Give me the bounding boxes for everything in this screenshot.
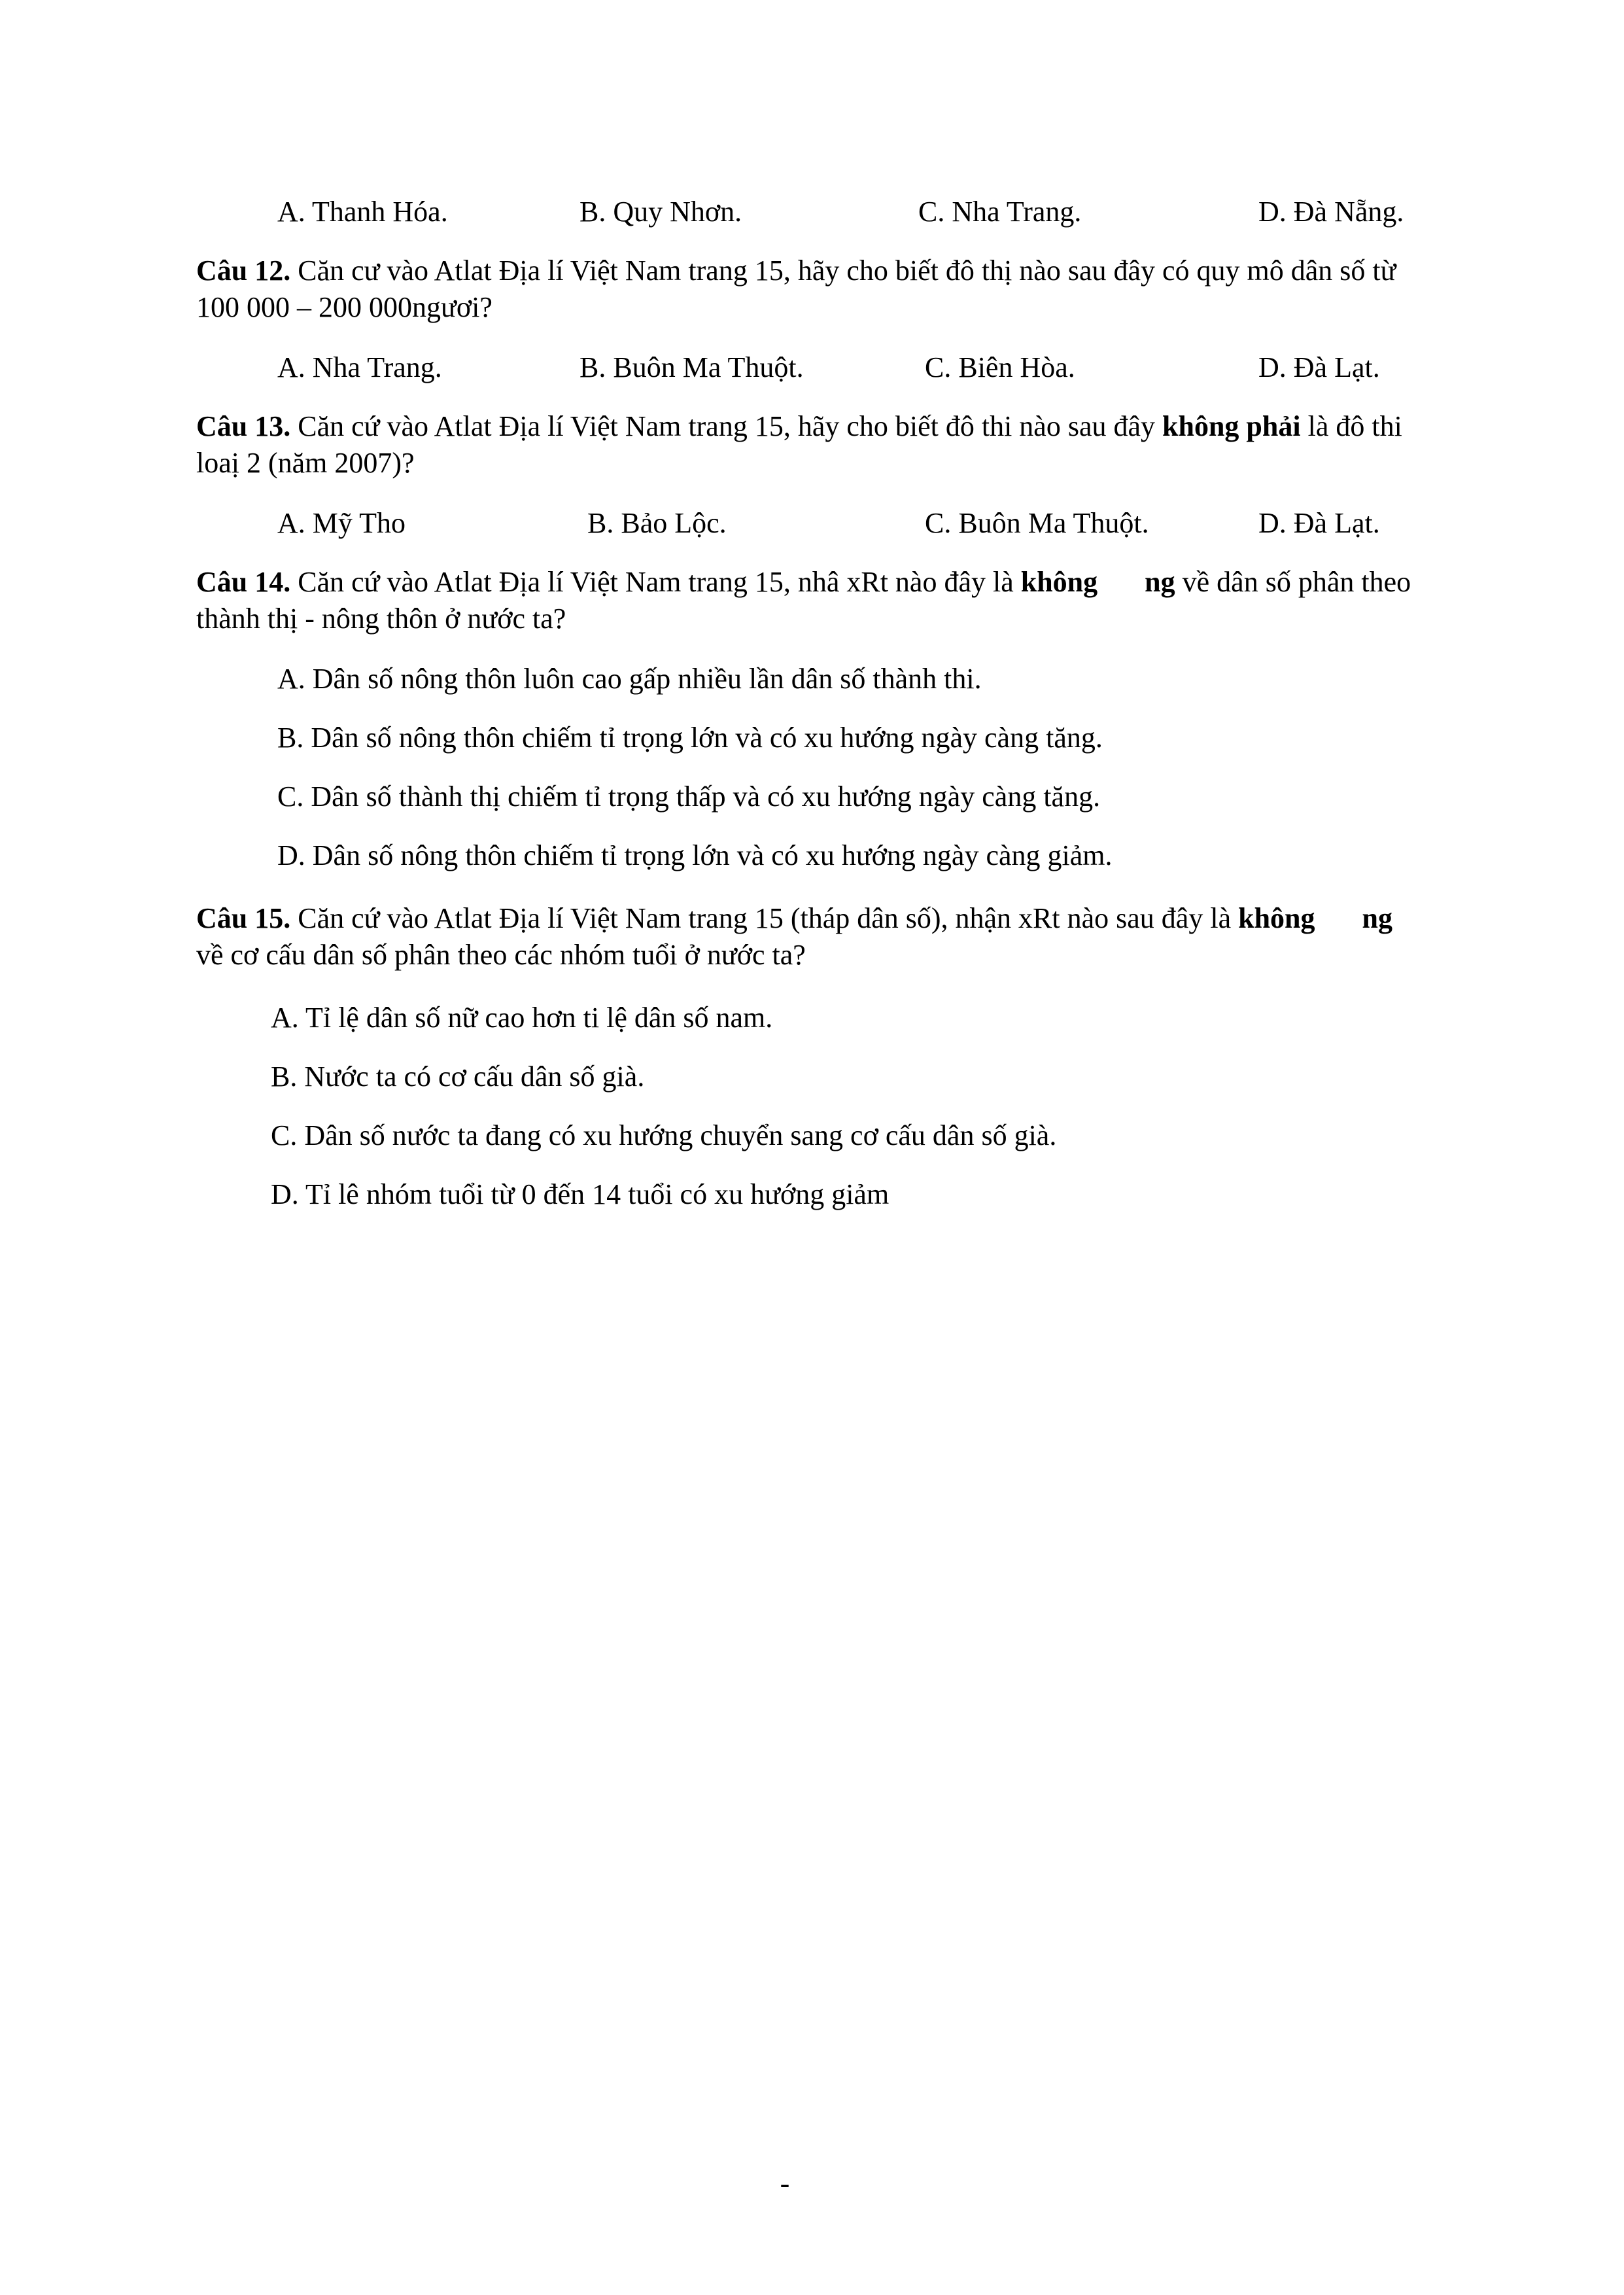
q15-stem bbox=[196, 900, 1413, 973]
q15-option-c: C. Dân số nước ta đang có xu hướng chuyển sang cơ cấu dân số già. bbox=[271, 1119, 1057, 1151]
q15-label: Câu 15. bbox=[196, 902, 291, 934]
q12-stem bbox=[196, 253, 1426, 326]
q13-label: Câu 13. bbox=[196, 410, 291, 442]
q13-stem bbox=[196, 408, 1426, 482]
q14-stem bbox=[196, 564, 1426, 637]
q13-bold-phrase: không phải bbox=[1162, 410, 1301, 442]
q11-option-d: D. Đà Nẵng. bbox=[1258, 196, 1404, 228]
q14-text-before: Căn cứ vào Atlat Địa lí Việt Nam trang 15, nhâ xRt nào đây là bbox=[290, 566, 1021, 598]
q12-option-c: C. Biên Hòa. bbox=[925, 351, 1075, 383]
q12-option-b: B. Buôn Ma Thuột. bbox=[579, 351, 804, 383]
q12-option-a: A. Nha Trang. bbox=[277, 351, 442, 383]
q15-option-b: B. Nước ta có cơ cấu dân số già. bbox=[271, 1060, 645, 1093]
q15-bold-1: không bbox=[1238, 902, 1315, 934]
q14-option-b: B. Dân số nông thôn chiếm tỉ trọng lớn và có xu hướng ngày càng tăng. bbox=[277, 722, 1103, 754]
q14-option-a: A. Dân số nông thôn luôn cao gấp nhiều lần dân số thành thi. bbox=[277, 663, 982, 695]
q12-label: Câu 12. bbox=[196, 254, 291, 287]
q14-bold-1: không bbox=[1020, 566, 1098, 598]
q13-text-after: là đô thi loaị 2 (năm 2007)? bbox=[196, 410, 1402, 479]
q11-option-c: C. Nha Trang. bbox=[918, 196, 1082, 228]
q11-option-b: B. Quy Nhơn. bbox=[579, 196, 742, 228]
q13-option-a: A. Mỹ Tho bbox=[277, 507, 406, 539]
q14-text-after: về dân số phân theo thành thị - nông thôn ở nước ta? bbox=[196, 566, 1411, 635]
q13-option-b: B. Bảo Lộc. bbox=[587, 507, 727, 539]
q12-text: Căn cư vào Atlat Địa lí Việt Nam trang 15, hãy cho biết đô thị nào sau đây có quy mô dân số từ 100 000 – 200 000ngươi? bbox=[196, 254, 1396, 323]
q13-option-c: C. Buôn Ma Thuột. bbox=[925, 507, 1149, 539]
page-marker: - bbox=[780, 2167, 790, 2199]
q14-bold-2: ng bbox=[1145, 566, 1175, 598]
q13-text-before: Căn cứ vào Atlat Địa lí Việt Nam trang 15, hãy cho biết đô thi nào sau đây bbox=[290, 410, 1163, 442]
q15-text-after: về cơ cấu dân số phân theo các nhóm tuổi ở nước ta? bbox=[196, 939, 806, 971]
q12-option-d: D. Đà Lạt. bbox=[1258, 351, 1380, 383]
q15-option-d: D. Tỉ lê nhóm tuổi từ 0 đến 14 tuổi có xu hướng giảm bbox=[271, 1178, 890, 1210]
q15-text-before: Căn cứ vào Atlat Địa lí Việt Nam trang 15 (tháp dân số), nhận xRt nào sau đây là bbox=[290, 902, 1239, 934]
q11-option-a: A. Thanh Hóa. bbox=[277, 196, 448, 228]
q15-bold-2: ng bbox=[1362, 902, 1392, 934]
q14-option-c: C. Dân số thành thị chiếm tỉ trọng thấp và có xu hướng ngày càng tăng. bbox=[277, 780, 1101, 813]
q13-option-d: D. Đà Lạt. bbox=[1258, 507, 1380, 539]
q15-option-a: A. Tỉ lệ dân số nữ cao hơn ti lệ dân số nam. bbox=[271, 1002, 773, 1034]
q14-label: Câu 14. bbox=[196, 566, 291, 598]
q14-option-d: D. Dân số nông thôn chiếm tỉ trọng lớn và có xu hướng ngày càng giảm. bbox=[277, 839, 1113, 871]
